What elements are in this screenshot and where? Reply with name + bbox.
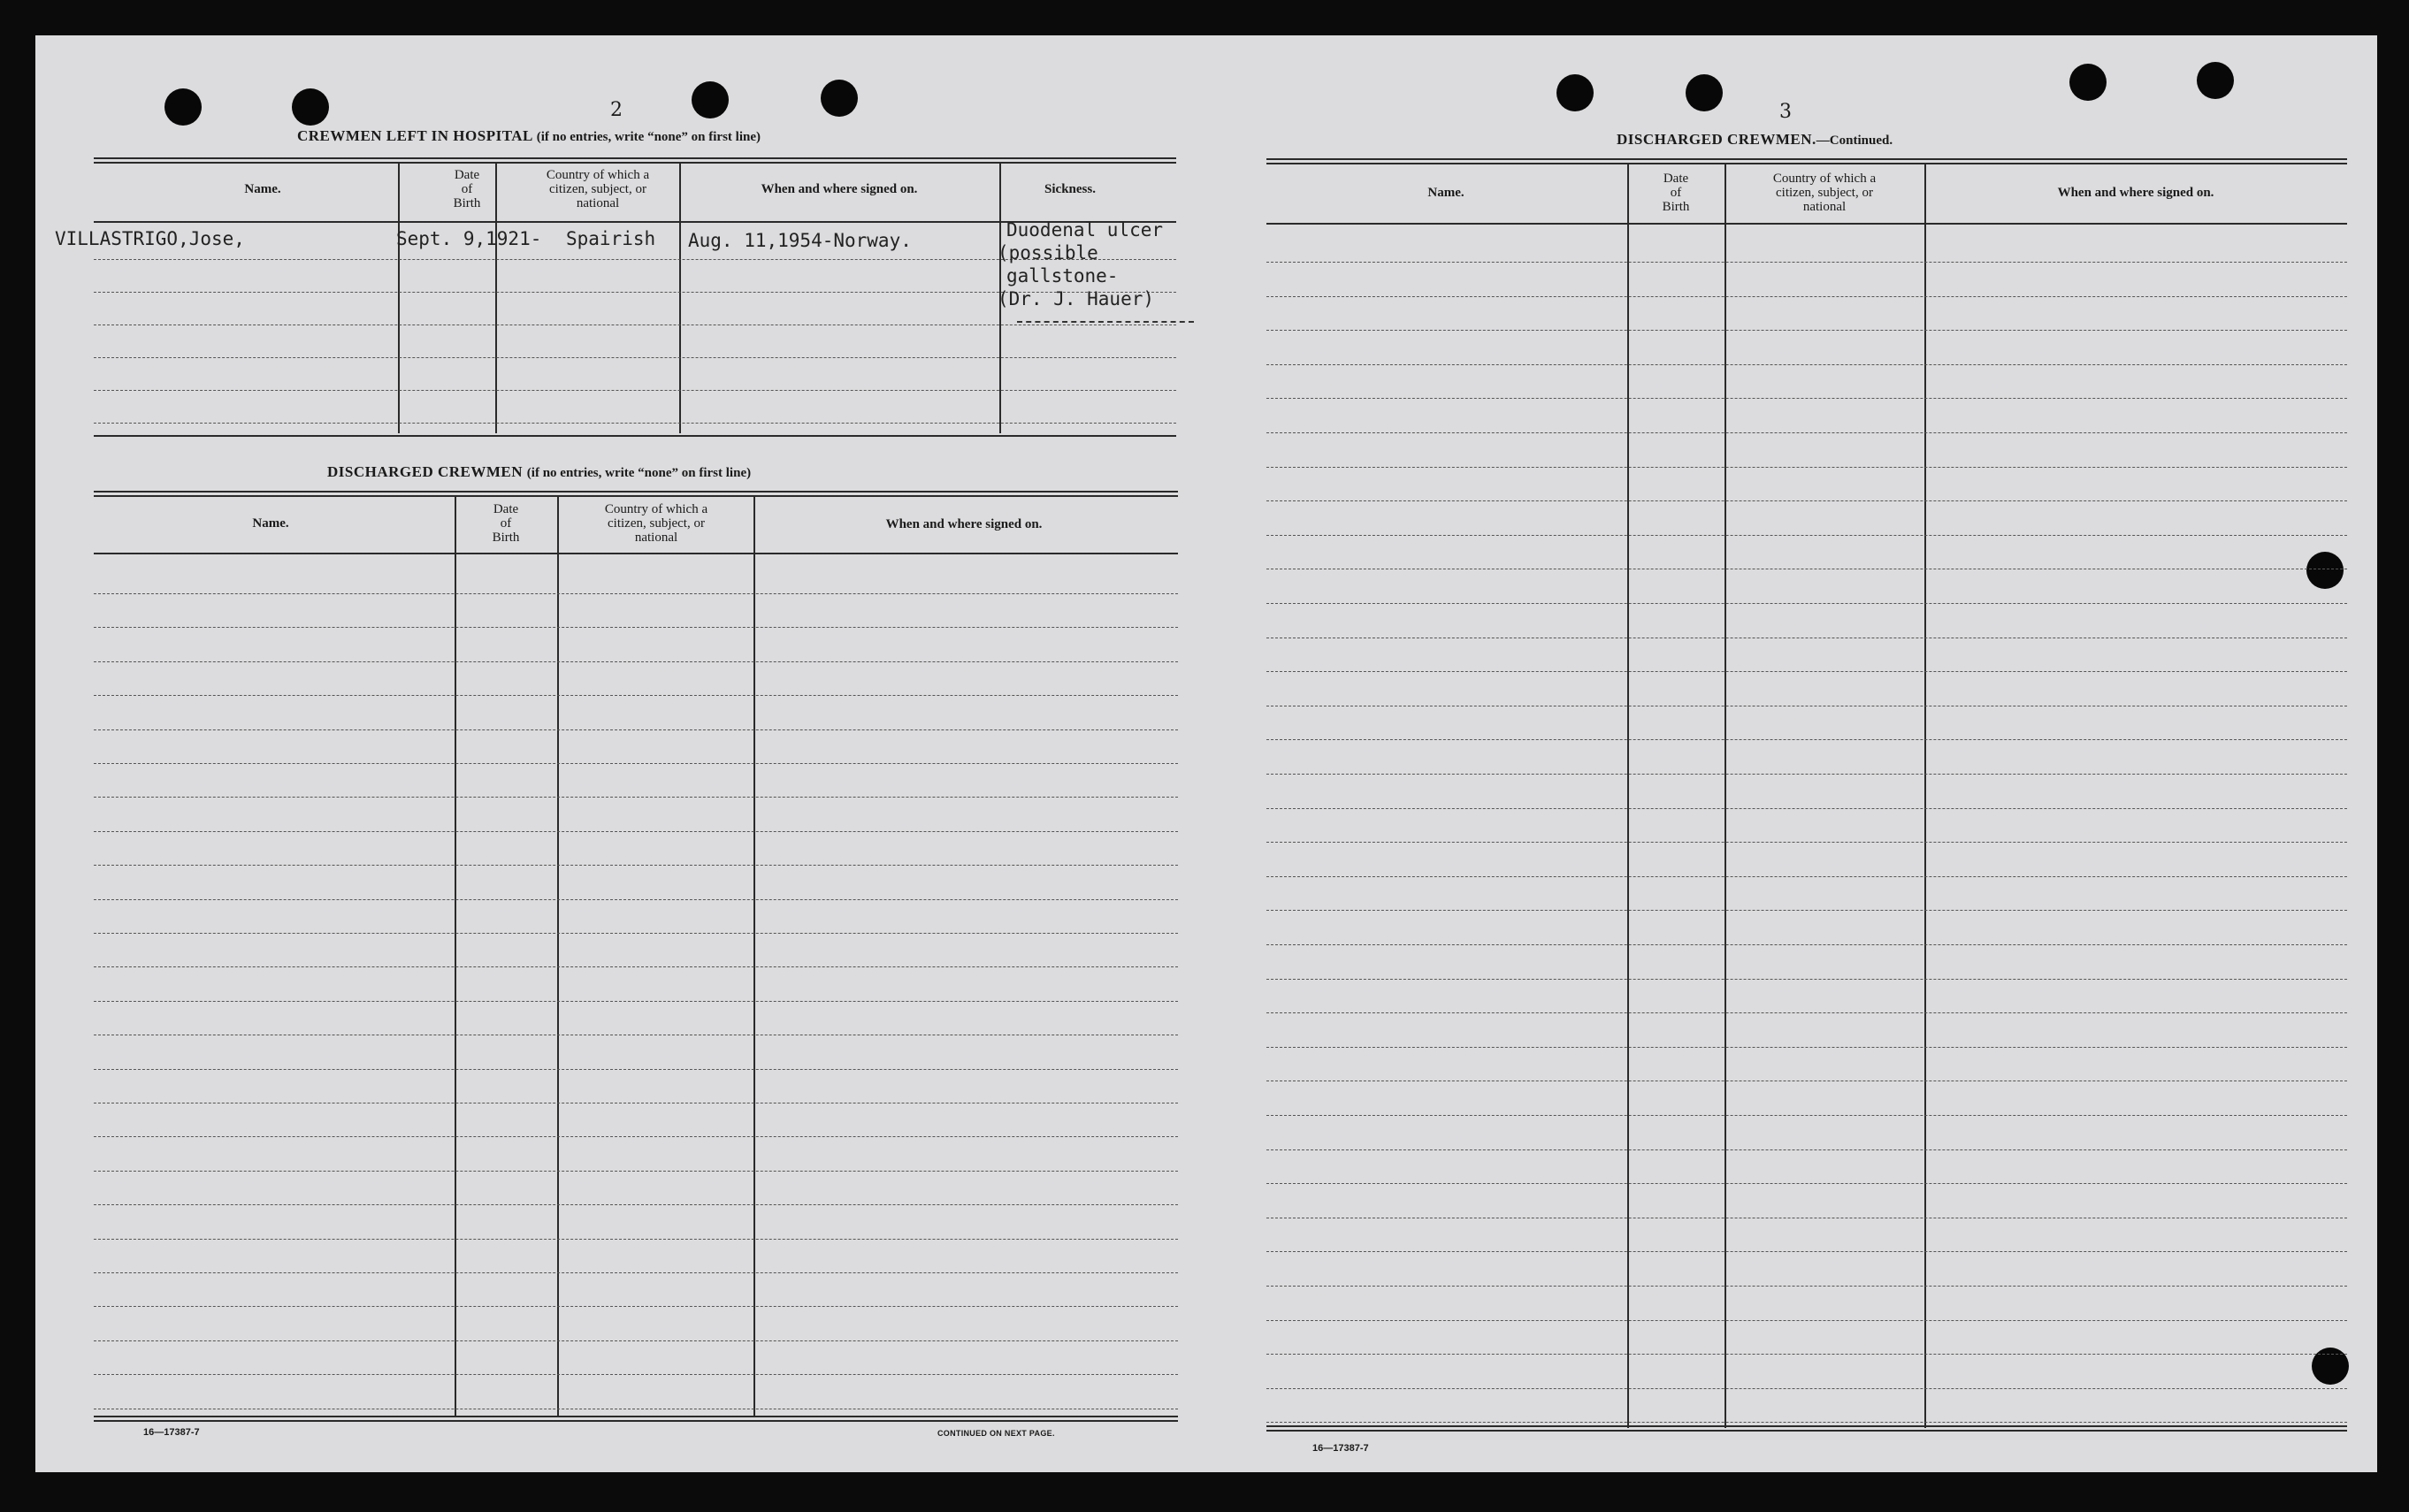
hospital-entry-dob: Sept. 9,1921- — [396, 228, 542, 249]
hospital-entry-sickness: (possible — [998, 242, 1098, 263]
discharged-heading-title: DISCHARGED CREWMEN — [327, 463, 524, 480]
entry-line — [1266, 1047, 2347, 1048]
entry-line — [94, 865, 1178, 866]
entry-line — [1266, 1149, 2347, 1150]
discharged-col-country — [557, 502, 755, 545]
hospital-top-rule — [94, 157, 1176, 159]
hospital-entry-sickness: Duodenal ulcer — [1006, 219, 1164, 241]
dob-line: of — [1670, 186, 1682, 200]
dob-line: Birth — [492, 531, 520, 545]
entry-line — [1266, 1422, 2347, 1423]
entry-line — [1266, 1251, 2347, 1252]
entry-line — [1266, 1354, 2347, 1355]
hospital-entry-sickness: gallstone- — [1006, 265, 1119, 286]
hospital-col-signed: When and where signed on. — [761, 182, 918, 196]
dob-line: Date — [454, 168, 480, 182]
entry-line — [1266, 500, 2347, 501]
country-line: national — [634, 531, 678, 545]
entry-line — [94, 423, 1176, 424]
entry-line — [94, 1340, 1178, 1341]
discharged-bottom-rule — [94, 1420, 1178, 1422]
entry-line — [94, 1204, 1178, 1205]
right-bottom-rule — [1266, 1425, 2347, 1427]
dob-line: Birth — [1662, 200, 1690, 214]
punch-hole — [2306, 552, 2344, 589]
entry-line — [1266, 842, 2347, 843]
document-page — [35, 35, 2377, 1472]
discharged-col-dob — [455, 502, 557, 545]
discharged-section-heading — [327, 463, 751, 481]
entry-line — [94, 899, 1178, 900]
dob-line: Date — [1663, 172, 1689, 186]
entry-line — [94, 797, 1178, 798]
discharged-header-rule — [94, 553, 1178, 554]
right-col-dob — [1627, 172, 1725, 214]
punch-hole — [164, 88, 202, 126]
punch-hole — [2069, 64, 2107, 101]
discharged-top-rule — [94, 491, 1178, 493]
punch-hole — [692, 81, 729, 118]
hospital-entry-name: VILLASTRIGO,Jose, — [55, 228, 245, 249]
entry-line — [94, 661, 1178, 662]
right-top-rule — [1266, 158, 2347, 160]
hospital-col-country — [495, 168, 700, 210]
entry-line — [94, 1136, 1178, 1137]
punch-hole — [2197, 62, 2234, 99]
hospital-heading-note: (if no entries, write “none” on first line) — [536, 130, 761, 144]
right-col-name: Name. — [1427, 186, 1465, 200]
hospital-section-heading — [297, 127, 761, 145]
entry-line — [1266, 1388, 2347, 1389]
hospital-col-sickness: Sickness. — [1044, 182, 1096, 196]
right-page-number: 3 — [1779, 101, 1792, 123]
discharged-bottom-rule — [94, 1416, 1178, 1417]
entry-line — [1266, 671, 2347, 672]
entry-line — [94, 1306, 1178, 1307]
entry-line — [94, 357, 1176, 358]
discharged-col-divider — [753, 496, 755, 1416]
punch-hole — [1556, 74, 1594, 111]
right-discharged-heading — [1617, 131, 1893, 149]
punch-hole — [821, 80, 858, 117]
left-page-number: 2 — [610, 99, 623, 121]
dob-line: of — [461, 182, 473, 196]
country-line: Country of which a — [546, 168, 650, 182]
continued-note: CONTINUED ON NEXT PAGE. — [937, 1429, 1055, 1438]
entry-line — [1266, 876, 2347, 877]
entry-line — [94, 763, 1178, 764]
entry-line — [94, 831, 1178, 832]
entry-line — [94, 1069, 1178, 1070]
right-top-rule — [1266, 163, 2347, 164]
entry-line — [94, 729, 1178, 730]
sickness-underline — [1017, 321, 1194, 323]
punch-hole — [1686, 74, 1723, 111]
punch-hole — [292, 88, 329, 126]
entry-line — [94, 390, 1176, 391]
discharged-heading-note: (if no entries, write “none” on first line) — [526, 466, 752, 480]
entry-line — [1266, 330, 2347, 331]
hospital-top-rule — [94, 162, 1176, 164]
entry-line — [1266, 364, 2347, 365]
hospital-col-name: Name. — [244, 182, 281, 196]
entry-line — [94, 1272, 1178, 1273]
hospital-entry-sickness: (Dr. J. Hauer) — [998, 288, 1155, 309]
country-line: citizen, subject, or — [1776, 186, 1873, 200]
hospital-entry-signed: Aug. 11,1954-Norway. — [688, 230, 912, 251]
entry-line — [94, 1001, 1178, 1002]
hospital-col-divider — [398, 163, 400, 433]
right-form-number: 16—17387-7 — [1312, 1443, 1369, 1454]
entry-line — [1266, 432, 2347, 433]
entry-line — [94, 695, 1178, 696]
right-col-divider — [1924, 164, 1926, 1428]
entry-line — [94, 1374, 1178, 1375]
hospital-entry-country: Spairish — [566, 228, 656, 249]
country-line: citizen, subject, or — [608, 516, 705, 531]
discharged-col-signed: When and where signed on. — [885, 517, 1043, 531]
entry-line — [1266, 398, 2347, 399]
country-line: Country of which a — [604, 502, 708, 516]
entry-line — [1266, 979, 2347, 980]
entry-line — [94, 933, 1178, 934]
entry-line — [1266, 467, 2347, 468]
country-line: national — [1802, 200, 1847, 214]
discharged-top-rule — [94, 495, 1178, 497]
right-col-country — [1725, 172, 1924, 214]
hospital-heading-title: CREWMEN LEFT IN HOSPITAL — [297, 127, 532, 144]
entry-line — [94, 593, 1178, 594]
hospital-bottom-rule — [94, 435, 1176, 437]
right-bottom-rule — [1266, 1430, 2347, 1432]
entry-line — [1266, 774, 2347, 775]
discharged-col-name: Name. — [252, 516, 289, 531]
discharged-col-divider — [557, 496, 559, 1416]
right-header-rule — [1266, 223, 2347, 225]
entry-line — [1266, 944, 2347, 945]
right-col-signed: When and where signed on. — [2057, 186, 2214, 200]
entry-line — [1266, 1012, 2347, 1013]
entry-line — [1266, 1320, 2347, 1321]
dob-line: of — [500, 516, 512, 531]
entry-line — [1266, 262, 2347, 263]
entry-line — [94, 1171, 1178, 1172]
entry-line — [1266, 535, 2347, 536]
entry-line — [94, 966, 1178, 967]
right-col-divider — [1627, 164, 1629, 1428]
entry-line — [1266, 1286, 2347, 1287]
entry-line — [1266, 1183, 2347, 1184]
entry-line — [1266, 296, 2347, 297]
dob-line: Birth — [453, 196, 481, 210]
country-line: national — [576, 196, 620, 210]
entry-line — [1266, 1115, 2347, 1116]
right-heading-note: —Continued. — [1816, 134, 1893, 148]
entry-line — [1266, 603, 2347, 604]
left-form-number: 16—17387-7 — [143, 1427, 200, 1438]
entry-line — [94, 627, 1178, 628]
right-col-divider — [1725, 164, 1726, 1428]
right-heading-title: DISCHARGED CREWMEN. — [1617, 131, 1816, 148]
entry-line — [1266, 739, 2347, 740]
discharged-col-divider — [455, 496, 456, 1416]
entry-line — [1266, 910, 2347, 911]
entry-line — [94, 1239, 1178, 1240]
hospital-col-divider — [679, 163, 681, 433]
country-line: citizen, subject, or — [549, 182, 646, 196]
entry-line — [1266, 808, 2347, 809]
dob-line: Date — [493, 502, 519, 516]
country-line: Country of which a — [1772, 172, 1877, 186]
hospital-col-divider — [495, 163, 497, 433]
